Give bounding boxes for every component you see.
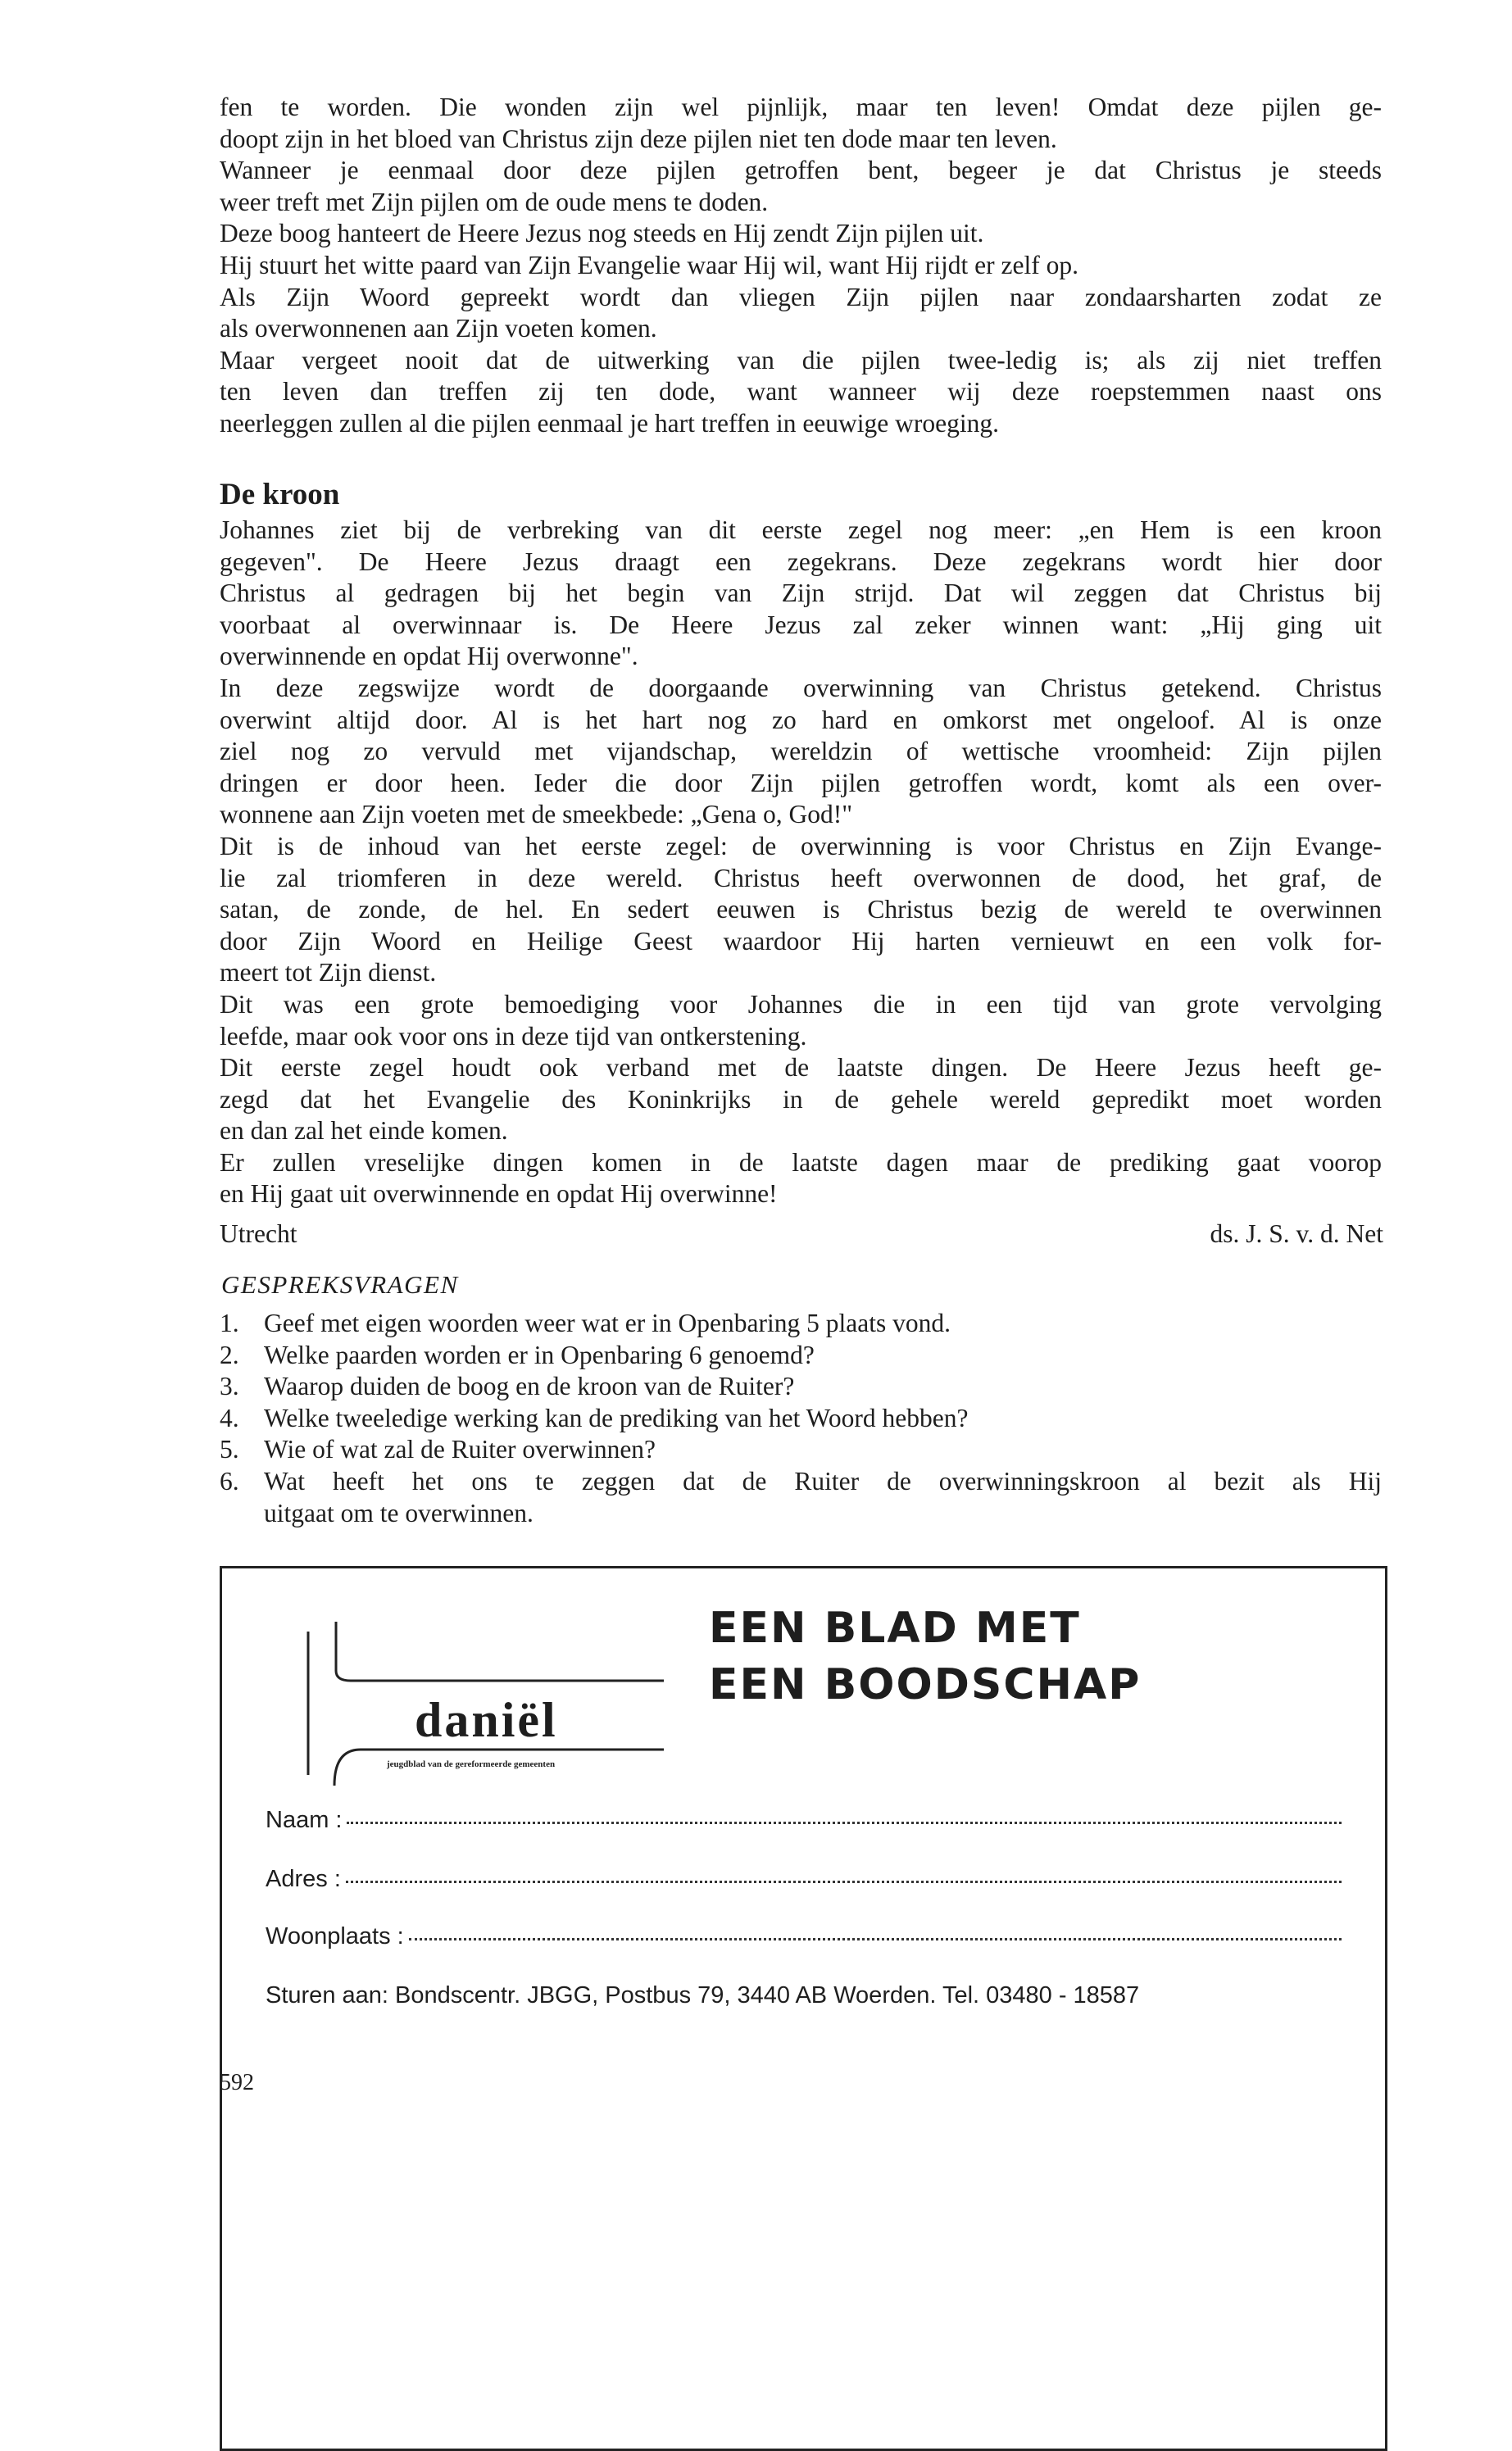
- text-line: satan, de zonde, de hel. En sedert eeuwen is Christus bezig de wereld te overwinnen: [220, 895, 1382, 924]
- text-line: Hij stuurt het witte paard van Zijn Evangelie waar Hij wil, want Hij rijdt er zelf op.: [220, 250, 1078, 279]
- text-line: ziel nog zo vervuld met vijandschap, wereldzin of wettische vroomheid: Zijn pijlen: [220, 737, 1382, 766]
- question-text: Geef met eigen woorden weer wat er in Openbaring 5 plaats vond.: [264, 1309, 951, 1337]
- text-line: gegeven". De Heere Jezus draagt een zegekrans. Deze zegekrans wordt hier door: [220, 547, 1382, 576]
- question-text: Waarop duiden de boog en de kroon van de Ruiter?: [264, 1372, 795, 1401]
- question-number: 3.: [220, 1372, 239, 1401]
- text-line: als overwonnenen aan Zijn voeten komen.: [220, 314, 657, 343]
- text-line: In deze zegswijze wordt de doorgaande overwinning van Christus getekend. Christus: [220, 673, 1382, 702]
- text-line: meert tot Zijn dienst.: [220, 958, 437, 987]
- text-line: zegd dat het Evangelie des Koninkrijks in de gehele wereld gepredikt moet worden: [220, 1084, 1382, 1114]
- question-item: [220, 1434, 1382, 1466]
- question-item: [220, 1340, 1382, 1372]
- text-line: voorbaat al overwinnaar is. De Heere Jezus zal zeker winnen want: „Hij ging uit: [220, 610, 1382, 639]
- author-signature: ds. J. S. v. d. Net: [1210, 1219, 1383, 1248]
- send-to-address: Sturen aan: Bondscentr. JBGG, Postbus 79, 3440 AB Woerden. Tel. 03480 - 18587: [266, 1982, 1140, 2008]
- daniel-logo: [285, 1599, 679, 1787]
- text-line: Christus al gedragen bij het begin van Zijn strijd. Dat wil zeggen dat Christus bij: [220, 579, 1382, 608]
- text-line: Wanneer je eenmaal door deze pijlen getroffen bent, begeer je dat Christus je steeds: [220, 156, 1382, 185]
- address-dotted-line[interactable]: [346, 1881, 1342, 1883]
- text-line: en Hij gaat uit overwinnende en opdat Hij overwinne!: [220, 1179, 778, 1209]
- text-line: lie zal triomferen in deze wereld. Christus heeft overwonnen de dood, het graf, de: [220, 863, 1382, 892]
- question-number: 6.: [220, 1467, 239, 1496]
- text-line: Er zullen vreselijke dingen komen in de laatste dagen maar de prediking gaat voorop: [220, 1147, 1382, 1177]
- text-line: ten leven dan treffen zij ten dode, want wanneer wij deze roepstemmen naast ons: [220, 377, 1382, 406]
- question-item: [220, 1308, 1382, 1340]
- slogan-line-2: EEN BOODSCHAP: [709, 1660, 1142, 1709]
- question-item: [220, 1371, 1382, 1403]
- text-line: overwint altijd door. Al is het hart nog zo hard en omkorst met ongeloof. Al is onze: [220, 705, 1382, 734]
- questions-title: GESPREKSVRAGEN: [221, 1270, 459, 1299]
- question-text: Wat heeft het ons te zeggen dat de Ruiter de overwinningskroon al bezit als Hij: [264, 1467, 1382, 1496]
- logo-subtitle: jeugdblad van de gereformeerde gemeenten: [387, 1759, 556, 1769]
- text-line: Als Zijn Woord gepreekt wordt dan vliegen Zijn pijlen naar zondaarsharten zodat ze: [220, 282, 1382, 311]
- text-line: en dan zal het einde komen.: [220, 1116, 508, 1146]
- question-text-continued: uitgaat om te overwinnen.: [264, 1498, 534, 1527]
- advert-border-right: [1385, 1566, 1387, 2451]
- article-bottom-paragraphs: [220, 515, 1382, 1210]
- text-line: Johannes ziet bij de verbreking van dit eerste zegel nog meer: „en Hem is een kroon: [220, 515, 1382, 544]
- address-label: Adres :: [266, 1866, 341, 1892]
- question-number: 1.: [220, 1309, 239, 1337]
- question-item: [220, 1403, 1382, 1435]
- question-number: 5.: [220, 1435, 239, 1464]
- text-line: overwinnende en opdat Hij overwonne".: [220, 642, 638, 671]
- text-line: Dit is de inhoud van het eerste zegel: de overwinning is voor Christus en Zijn Evange-: [220, 831, 1382, 860]
- question-number: 2.: [220, 1340, 239, 1369]
- name-field[interactable]: [266, 1807, 1342, 1834]
- question-number: 4.: [220, 1403, 239, 1432]
- question-text: Welke tweeledige werking kan de prediking van het Woord hebben?: [264, 1403, 969, 1432]
- city-field[interactable]: [266, 1923, 1342, 1950]
- text-line: weer treft met Zijn pijlen om de oude mens te doden.: [220, 187, 769, 216]
- text-line: wonnene aan Zijn voeten met de smeekbede: „Gena o, God!": [220, 800, 853, 829]
- advert-border-left: [220, 1566, 222, 2451]
- name-label: Naam :: [266, 1807, 343, 1833]
- text-line: dringen er door heen. Ieder die door Zijn pijlen getroffen wordt, komt als een over-: [220, 768, 1382, 797]
- city-dotted-line[interactable]: [409, 1938, 1342, 1940]
- name-dotted-line[interactable]: [347, 1822, 1342, 1824]
- text-line: fen te worden. Die wonden zijn wel pijnlijk, maar ten leven! Omdat deze pijlen ge-: [220, 93, 1382, 121]
- text-line: neerleggen zullen al die pijlen eenmaal je hart treffen in eeuwige wroeging.: [220, 408, 999, 438]
- advert-border-top: [220, 1566, 1387, 1568]
- text-line: Dit eerste zegel houdt ook verband met de laatste dingen. De Heere Jezus heeft ge-: [220, 1053, 1382, 1083]
- text-line: Dit was een grote bemoediging voor Johannes die in een tijd van grote vervolging: [220, 989, 1382, 1019]
- place-signature: Utrecht: [220, 1219, 297, 1248]
- subscription-advert: [220, 1566, 1387, 2451]
- slogan-line-1: EEN BLAD MET: [709, 1604, 1081, 1653]
- text-line: door Zijn Woord en Heilige Geest waardoor Hij harten vernieuwt en een volk for-: [220, 926, 1382, 955]
- address-field[interactable]: [266, 1866, 1342, 1893]
- question-text: Welke paarden worden er in Openbaring 6 genoemd?: [264, 1340, 815, 1369]
- section-heading: De kroon: [220, 478, 340, 511]
- article-top-paragraphs: [220, 92, 1382, 440]
- city-label: Woonplaats :: [266, 1923, 404, 1949]
- question-item: [220, 1466, 1382, 1529]
- text-line: doopt zijn in het bloed van Christus zijn deze pijlen niet ten dode maar ten leven.: [220, 124, 1057, 153]
- text-line: leefde, maar ook voor ons in deze tijd van ontkerstening.: [220, 1021, 807, 1051]
- text-line: Maar vergeet nooit dat de uitwerking van die pijlen twee-ledig is; als zij niet treffen: [220, 345, 1382, 374]
- text-line: Deze boog hanteert de Heere Jezus nog steeds en Hij zendt Zijn pijlen uit.: [220, 219, 984, 248]
- question-text: Wie of wat zal de Ruiter overwinnen?: [264, 1435, 656, 1464]
- page-number: 592: [220, 2070, 254, 2095]
- logo-name: daniël: [415, 1693, 558, 1747]
